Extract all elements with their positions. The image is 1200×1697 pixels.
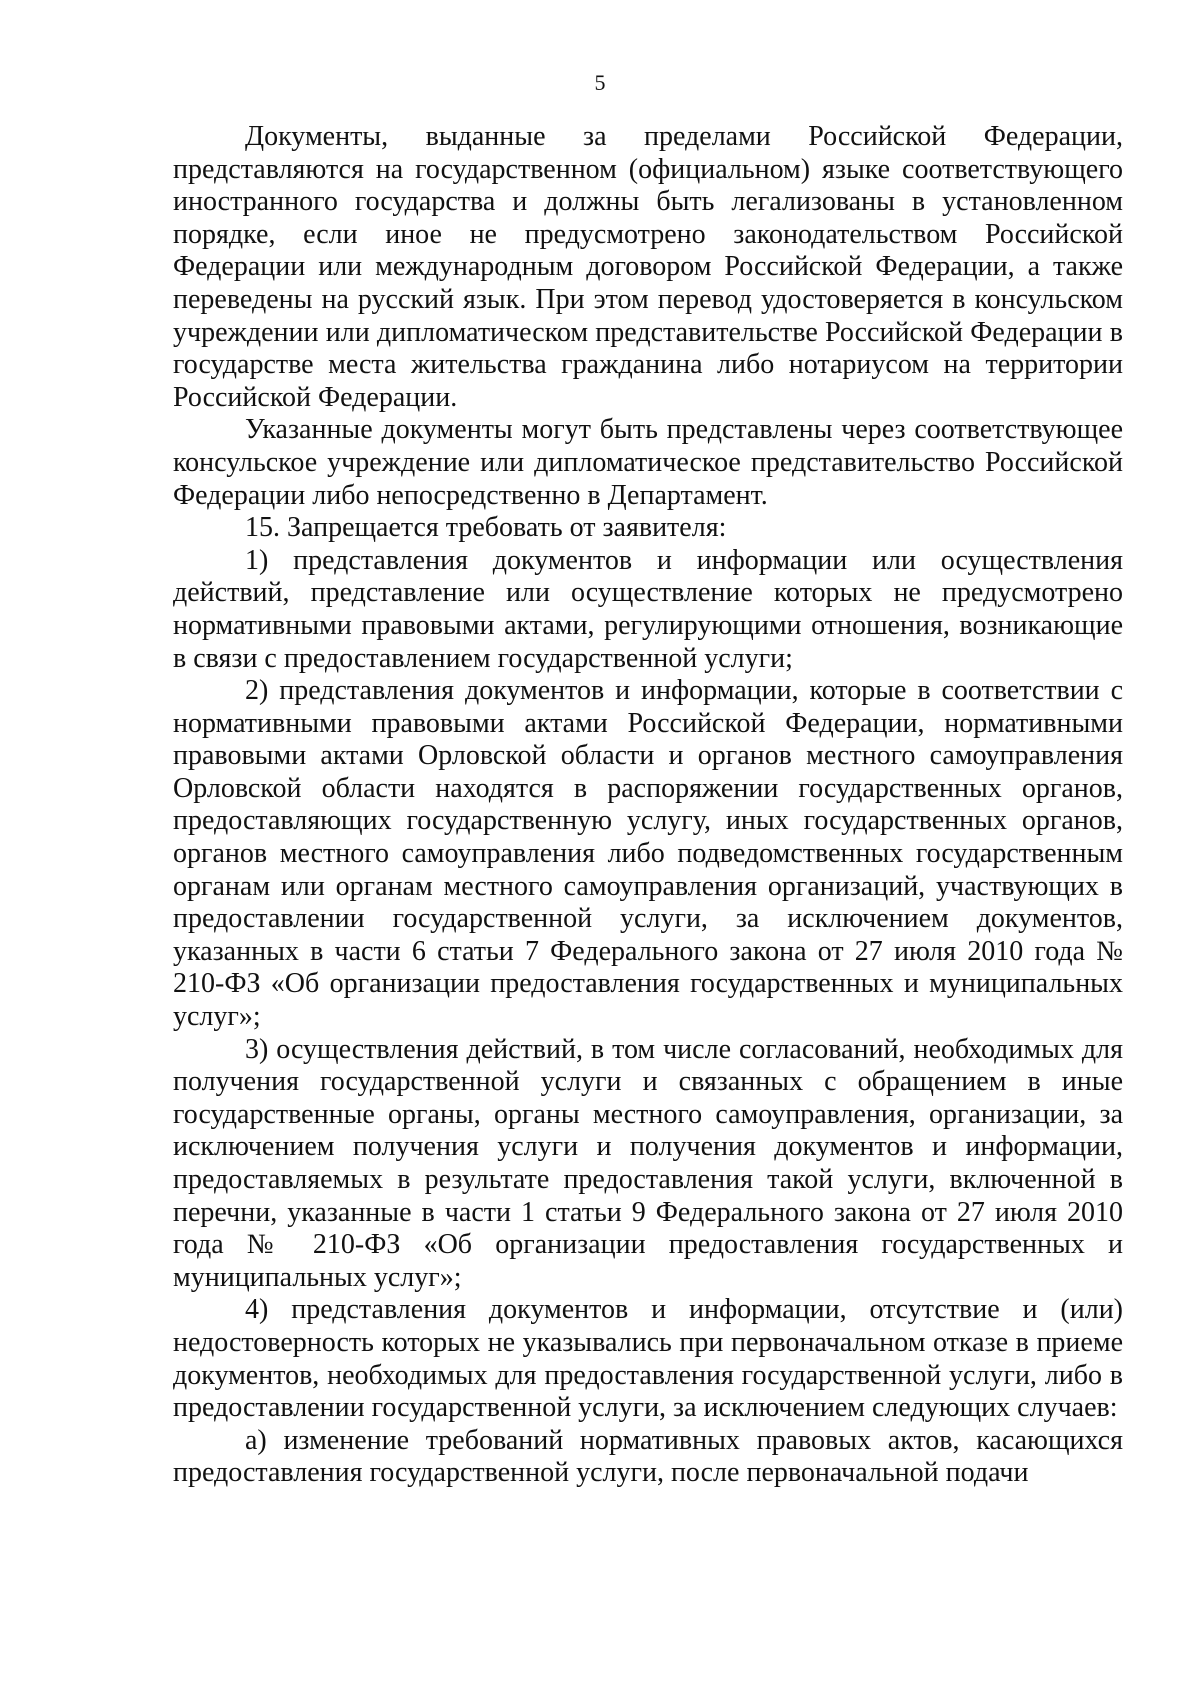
paragraph-foreign-documents: Документы, выданные за пределами Российской Федерации, представляются на государственном (официальном) языке соответствующего иностранного государства и должны быть легализованы в установленном порядке, если иное не предусмотрено законодательством Российской Федерации или международным договором Российской Федерации, а также переведены на русский язык. При этом перевод удостоверяется в консульском учреждении или дипломатическом представительстве Российской Федерации в государстве места жительства гражданина либо нотариусом на территории Российской Федерации. bbox=[173, 121, 1123, 413]
paragraph-submission-channels: Указанные документы могут быть представлены через соответствующее консульское учреждение или дипломатическое представительство Российской Федерации либо непосредственно в Департамент. bbox=[173, 414, 1123, 511]
list-item-3: 3) осуществления действий, в том числе согласований, необходимых для получения государственной услуги и связанных с обращением в иные государственные органы, органы местного самоуправления, организации, за исключением получения услуги и получения документов и информации, предоставляемых в результате предоставления такой услуги, включенной в перечни, указанные в части 1 статьи 9 Федерального закона от 27 июля 2010 года № 210-ФЗ «Об организации предоставления государственных и муниципальных услуг»; bbox=[173, 1033, 1123, 1293]
paragraph-section-15-heading: 15. Запрещается требовать от заявителя: bbox=[245, 512, 727, 544]
page-number: 5 bbox=[594, 70, 606, 95]
list-item-2: 2) представления документов и информации, которые в соответствии с нормативными правовыми актами Российской Федерации, нормативными правовыми актами Орловской области и органов местного самоуправления Орловской области находятся в распоряжении государственных органов, предоставляющих государственную услугу, иных государственных органов, органов местного самоуправления либо подведомственных государственным органам или органам местного самоуправления организаций, участвующих в предоставлении государственной услуги, за исключением документов, указанных в части 6 статьи 7 Федерального закона от 27 июля 2010 года № 210-ФЗ «Об организации предоставления государственных и муниципальных услуг»; bbox=[173, 675, 1123, 1033]
list-item-1: 1) представления документов и информации или осуществления действий, представление или осуществление которых не предусмотрено нормативными правовыми актами, регулирующими отношения, возникающие в связи с предоставлением государственной услуги; bbox=[173, 544, 1123, 674]
list-item-4: 4) представления документов и информации, отсутствие и (или) недостоверность которых не указывались при первоначальном отказе в приеме документов, необходимых для предоставления государственной услуги, либо в предоставлении государственной услуги, за исключением следующих случаев: bbox=[173, 1294, 1123, 1424]
document-body bbox=[173, 121, 1123, 1490]
sub-item-a: а) изменение требований нормативных правовых актов, касающихся предоставления государственной услуги, после первоначальной подачи bbox=[173, 1424, 1123, 1489]
